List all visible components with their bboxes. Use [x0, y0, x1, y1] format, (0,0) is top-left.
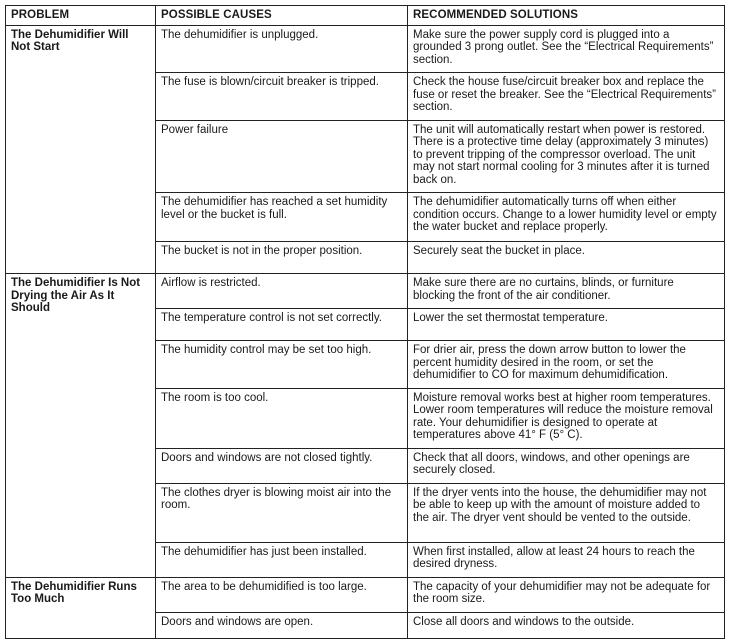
solution-cell: Moisture removal works best at higher room temperatures. Lower room temperatures will reduce the moisture removal rate. Your dehumidifier is designed to operate at temperatures above 41° F (5° C). — [408, 388, 725, 448]
cause-cell: The dehumidifier is unplugged. — [156, 25, 408, 73]
cause-cell: The dehumidifier has just been installed. — [156, 542, 408, 577]
cause-cell: Power failure — [156, 120, 408, 193]
table-row — [6, 274, 725, 309]
cause-cell: The humidity control may be set too high. — [156, 341, 408, 389]
problem-cell: The Dehumidifier Runs Too Much — [6, 577, 156, 638]
cause-cell: The area to be dehumidified is too large. — [156, 577, 408, 612]
troubleshooting-table — [5, 5, 725, 639]
solution-cell: The dehumidifier automatically turns off when either condition occurs. Change to a lower humidity level or empty the water bucket and replace properly. — [408, 193, 725, 242]
solution-cell: Check the house fuse/circuit breaker box and replace the fuse or reset the breaker. See the “Electrical Requirements” section. — [408, 73, 725, 121]
solution-cell: The unit will automatically restart when power is restored. There is a protective time delay (approximately 3 minutes) to prevent tripping of the compressor overload. The unit may not start normal cooling for 3 minutes after it is turned back on. — [408, 120, 725, 193]
cause-cell: The fuse is blown/circuit breaker is tripped. — [156, 73, 408, 121]
table-row — [6, 577, 725, 612]
solution-cell: Check that all doors, windows, and other openings are securely closed. — [408, 448, 725, 483]
solution-cell: The capacity of your dehumidifier may not be adequate for the room size. — [408, 577, 725, 612]
problem-cell: The Dehumidifier Is Not Drying the Air As It Should — [6, 274, 156, 578]
solution-cell: If the dryer vents into the house, the dehumidifier may not be able to keep up with the amount of moisture added to the air. The dryer vent should be vented to the outside. — [408, 483, 725, 542]
solution-cell: Make sure there are no curtains, blinds, or furniture blocking the front of the air conditioner. — [408, 274, 725, 309]
solution-cell: Close all doors and windows to the outside. — [408, 612, 725, 638]
solution-cell: Lower the set thermostat temperature. — [408, 309, 725, 341]
cause-cell: Doors and windows are not closed tightly. — [156, 448, 408, 483]
table-row — [6, 25, 725, 73]
solution-cell: Securely seat the bucket in place. — [408, 242, 725, 274]
solution-cell: When first installed, allow at least 24 hours to reach the desired dryness. — [408, 542, 725, 577]
cause-cell: The dehumidifier has reached a set humidity level or the bucket is full. — [156, 193, 408, 242]
cause-cell: The clothes dryer is blowing moist air into the room. — [156, 483, 408, 542]
header-problem: PROBLEM — [6, 6, 156, 26]
cause-cell: Doors and windows are open. — [156, 612, 408, 638]
solution-cell: Make sure the power supply cord is plugged into a grounded 3 prong outlet. See the “Electrical Requirements” section. — [408, 25, 725, 73]
header-row — [6, 6, 725, 26]
header-recommended-solutions: RECOMMENDED SOLUTIONS — [408, 6, 725, 26]
solution-cell: For drier air, press the down arrow button to lower the percent humidity desired in the room, or set the dehumidifier to CO for maximum dehumidification. — [408, 341, 725, 389]
cause-cell: The bucket is not in the proper position. — [156, 242, 408, 274]
cause-cell: Airflow is restricted. — [156, 274, 408, 309]
problem-cell: The Dehumidifier Will Not Start — [6, 25, 156, 274]
cause-cell: The temperature control is not set correctly. — [156, 309, 408, 341]
cause-cell: The room is too cool. — [156, 388, 408, 448]
header-possible-causes: POSSIBLE CAUSES — [156, 6, 408, 26]
